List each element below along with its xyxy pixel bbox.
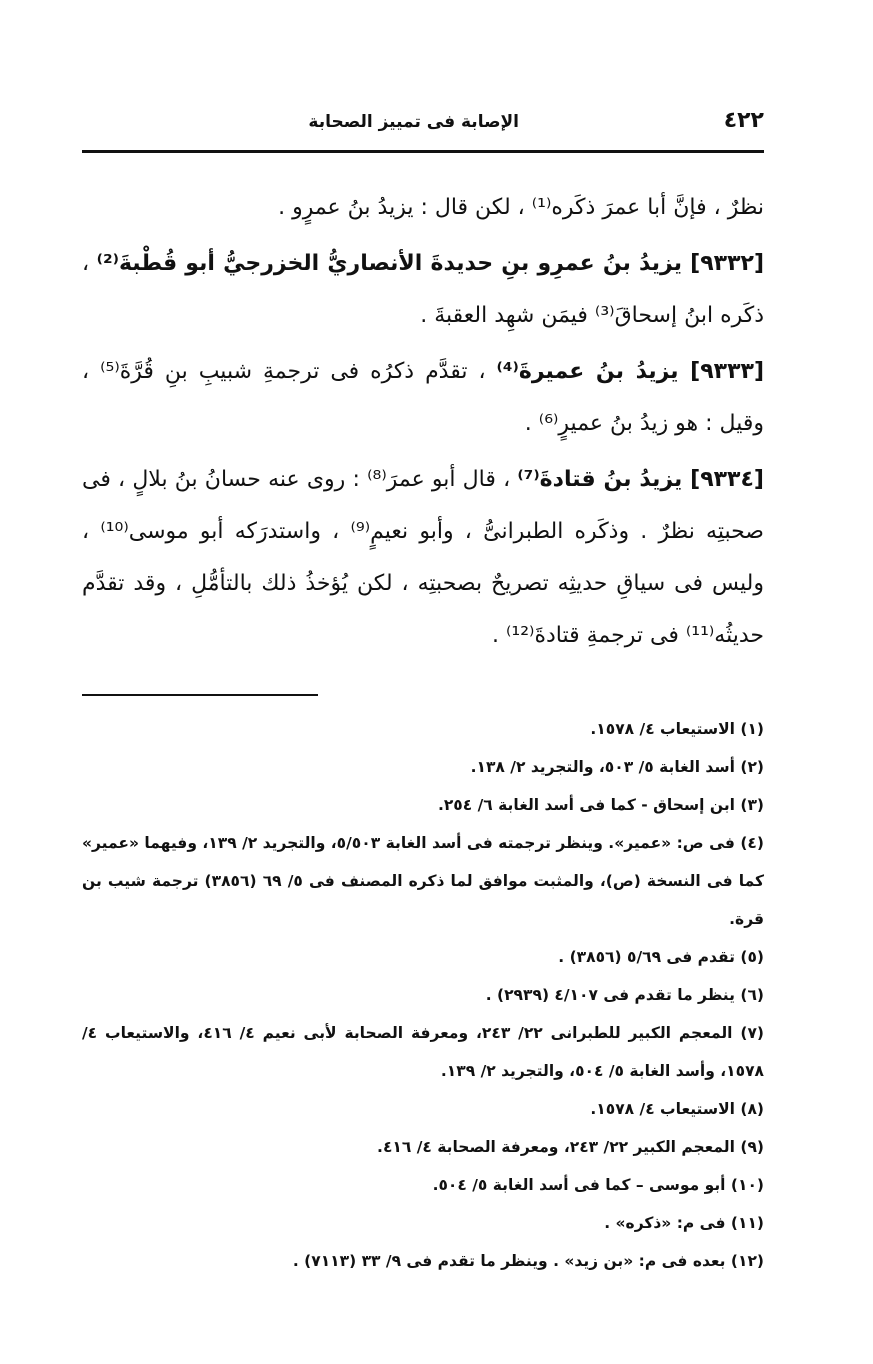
entry-9332 (82, 238, 764, 342)
entry-heading: [٩٣٣٤] يزيدُ بنُ قتادةَ⁽⁷⁾ (517, 467, 764, 492)
footnote: (٥) تقدم فى ٥/٦٩ (٣٨٥٦) . (558, 948, 764, 966)
footnote: (٢) أسد الغابة ٥/ ٥٠٣، والتجريد ٢/ ١٣٨. (470, 758, 764, 776)
footnote-separator (82, 694, 318, 696)
entry-9334 (82, 454, 764, 662)
footnote: (٤) فى ص: «عمير». وينظر ترجمته فى أسد الغابة ٥/٥٠٣، والتجريد ٢/ ١٣٩، وفيهما «عمير» كما فى النسخة (ص)، والمثبت موافق لما ذكره المصنف فى ٥/ ٦٩ (٣٨٥٦) ترجمة شيب بن قرة. (82, 834, 765, 928)
running-header (82, 108, 764, 144)
entry-heading: [٩٣٣٢] يزيدُ بنُ عمرِو بنِ حديدةَ الأنصاريُّ الخزرجيُّ أبو قُطْبةَ⁽²⁾ (96, 251, 764, 276)
entry-heading: [٩٣٣٣] يزيدُ بنُ عميرةَ⁽⁴⁾ (496, 359, 765, 384)
main-text (82, 182, 764, 666)
footnote: (٩) المعجم الكبير ٢٢/ ٢٤٣، ومعرفة الصحابة ٤/ ٤١٦. (377, 1138, 764, 1156)
running-title: الإصابة فى تمييز الصحابة (308, 112, 519, 132)
footnote: (١٢) بعده فى م: «بن زيد» . وينظر ما تقدم فى ٩/ ٣٣ (٧١١٣) . (292, 1252, 764, 1270)
footnote: (١٠) أبو موسى – كما فى أسد الغابة ٥/ ٥٠٤. (432, 1176, 764, 1194)
entry-text: ، قال أبو عمرَ⁽⁸⁾ : روى عنه حسانُ بنُ بلالٍ ، فى صحبتِه نظرٌ . وذكَره الطبرانىُّ ، وأبو نعيمٍ⁽⁹⁾ ، واستدرَكه أبو موسى⁽¹⁰⁾ ، وليس فى سياقِ حديثِه تصريحٌ بصحبتِه ، لكن يُؤخذُ ذلك بالتأمُّلِ ، وقد تقدَّم حديثُه⁽¹¹⁾ فى ترجمةِ قتادةَ⁽¹²⁾ . (82, 467, 764, 648)
entry-9333 (82, 346, 764, 450)
footnote: (٣) ابن إسحاق - كما فى أسد الغابة ٦/ ٢٥٤. (437, 796, 764, 814)
entry-text: ، ذكَره ابنُ إسحاقَ⁽³⁾ فيمَن شهِد العقبةَ . (82, 251, 764, 328)
footnote: (٨) الاستيعاب ٤/ ١٥٧٨. (590, 1100, 764, 1118)
footnotes (82, 710, 764, 1280)
footnote: (٧) المعجم الكبير للطبرانى ٢٢/ ٢٤٣، ومعرفة الصحابة لأبى نعيم ٤/ ٤١٦، والاستيعاب ٤/ ١٥٧٨، وأسد الغابة ٥/ ٥٠٤، والتجريد ٢/ ١٣٩. (82, 1024, 764, 1080)
page-number: ٤٢٢ (723, 108, 764, 133)
header-rule (82, 150, 764, 153)
paragraph: نظرٌ ، فإنَّ أبا عمرَ ذكَره⁽¹⁾ ، لكن قال : يزيدُ بنُ عمرٍو . (278, 195, 764, 220)
footnote: (١) الاستيعاب ٤/ ١٥٧٨. (590, 720, 764, 738)
footnote: (٦) ينظر ما تقدم فى ٤/١٠٧ (٢٩٣٩) . (485, 986, 764, 1004)
footnote: (١١) فى م: «ذكره» . (604, 1214, 764, 1232)
entry-text: ، تقدَّم ذكرُه فى ترجمةِ شبيبِ بنِ قُرَّةَ⁽⁵⁾ ، وقيل : هو زيدُ بنُ عميرٍ⁽⁶⁾ . (82, 359, 764, 436)
